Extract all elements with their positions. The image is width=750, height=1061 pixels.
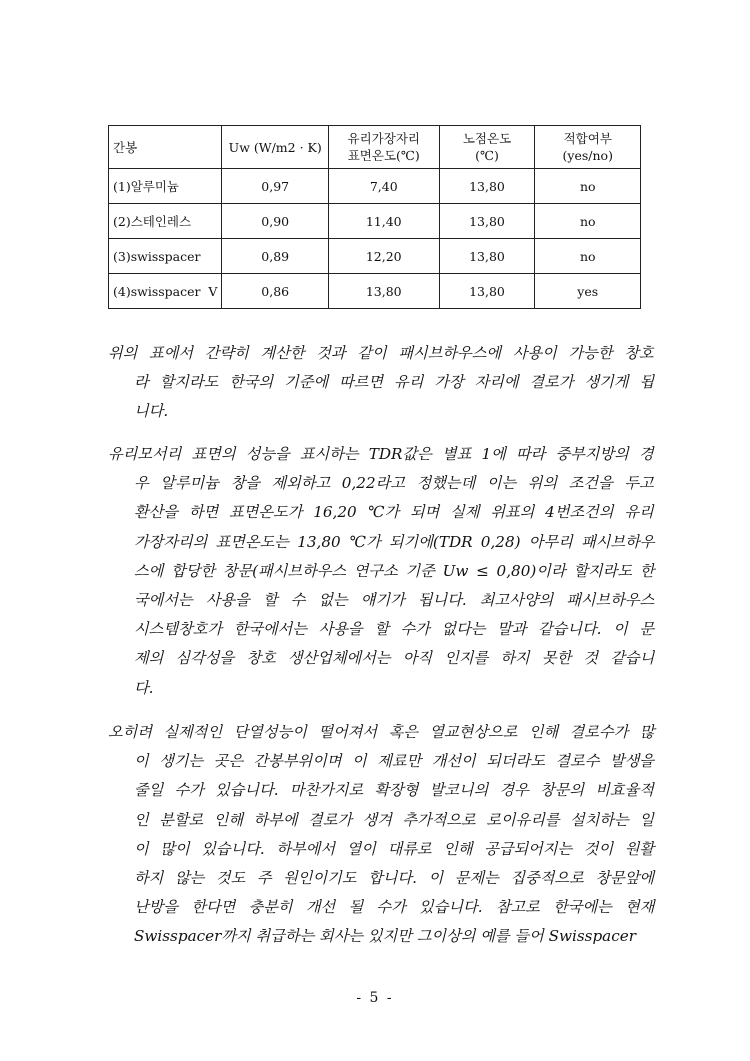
text-line: 하지 않는 것도 주 원인이기도 합니다. 이 문제는 집중적으로 창문앞에	[134, 869, 655, 888]
cell-uw: 0,86	[222, 274, 329, 309]
text-line: 제의 심각성을 창호 생산업체에서는 아직 인지를 하지 못한 것 같습니	[134, 649, 655, 668]
cell-dew-point: 13,80	[439, 239, 535, 274]
text-line: 시스템창호가 한국에서는 사용을 할 수가 없다는 말과 같습니다. 이 문	[134, 620, 655, 639]
text-line: 환산을 하면 표면온도가 16,20 ℃가 되며 실제 위표의 4번조건의 유리	[134, 503, 654, 522]
cell-dew-point: 13,80	[439, 204, 535, 239]
text-line: 라 할지라도 한국의 기준에 따르면 유리 가장 자리에 결로가 생기게 됩	[134, 373, 655, 392]
text-line: 다.	[134, 678, 154, 697]
header-cell-edge-temp: 유리가장자리 표면온도(℃)	[328, 126, 439, 169]
cell-edge-temp: 11,40	[328, 204, 439, 239]
table-row	[109, 239, 641, 274]
cell-uw: 0,89	[222, 239, 329, 274]
text-line: Swisspacer까지 취급하는 회사는 있지만 그이상의 예를 들어 Swisspacer	[134, 927, 636, 946]
text-line: 오히려 실제적인 단열성능이 떨어져서 혹은 열교현상으로 인해 결로수가 많	[108, 723, 655, 741]
header-cell-dew-point: 노점온도 (℃)	[439, 126, 535, 169]
page-number: - 5 -	[356, 990, 394, 1006]
text-line: 가장자리의 표면온도는 13,80 ℃가 되기에(TDR 0,28) 아무리 패시브하우	[134, 532, 655, 551]
text-line: 국에서는 사용을 할 수 없는 얘기가 됩니다. 최고사양의 패시브하우스	[134, 591, 655, 610]
text-line: 인 분할로 인해 하부에 결로가 생겨 추가적으로 로이유리를 설치하는 일	[134, 810, 654, 829]
cell-dew-point: 13,80	[439, 274, 535, 309]
text-line: 우 알루미늄 창을 제외하고 0,22라고 정했는데 이는 위의 조건을 두고	[134, 474, 654, 493]
text-line: 이 많이 있습니다. 하부에서 열이 대류로 인해 공급되어지는 것이 원활	[134, 839, 655, 858]
cell-spacer: (1)알루미늄	[109, 169, 222, 204]
cell-suitability: no	[535, 169, 641, 204]
cell-uw: 0,97	[222, 169, 329, 204]
cell-dew-point: 13,80	[439, 169, 535, 204]
cell-suitability: no	[535, 204, 641, 239]
paragraph-spacer-condensation	[108, 718, 654, 952]
cell-suitability: no	[535, 239, 641, 274]
cell-spacer: (2)스테인레스	[109, 204, 222, 239]
cell-edge-temp: 13,80	[328, 274, 439, 309]
table-row	[109, 204, 641, 239]
text-line: 위의 표에서 간략히 계산한 것과 같이 패시브하우스에 사용이 가능한 창호	[108, 344, 654, 362]
table-header-row	[109, 126, 641, 169]
cell-spacer: (4)swisspacer V	[109, 274, 222, 309]
header-cell-uw: Uw (W/m2 · K)	[222, 126, 329, 169]
cell-uw: 0,90	[222, 204, 329, 239]
text-line: 난방을 한다면 충분히 개선 될 수가 있습니다. 참고로 한국에는 현재	[134, 898, 655, 917]
table-row	[109, 274, 641, 309]
header-cell-suitability: 적합여부 (yes/no)	[535, 126, 641, 169]
text-line: 유리모서리 표면의 성능을 표시하는 TDR값은 별표 1에 따라 중부지방의 경	[108, 445, 654, 463]
cell-edge-temp: 12,20	[328, 239, 439, 274]
text-line: 이 생기는 곳은 간봉부위이며 이 제료만 개선이 되더라도 결로수 발생을	[134, 752, 654, 771]
cell-suitability: yes	[535, 274, 641, 309]
text-line: 니다.	[134, 402, 169, 421]
text-line: 스에 합당한 창문(패시브하우스 연구소 기준 Uw ≤ 0,80)이라 할지라도 한	[134, 561, 655, 580]
table-row	[109, 169, 641, 204]
spacer-comparison-table	[108, 125, 641, 309]
header-cell-spacer: 간봉	[109, 126, 222, 169]
cell-spacer: (3)swisspacer	[109, 239, 222, 274]
paragraph-tdr-value	[108, 440, 654, 703]
paragraph-edge-condensation	[108, 339, 654, 427]
text-line: 줄일 수가 있습니다. 마찬가지로 확장형 발코니의 경우 창문의 비효율적	[134, 781, 654, 800]
cell-edge-temp: 7,40	[328, 169, 439, 204]
